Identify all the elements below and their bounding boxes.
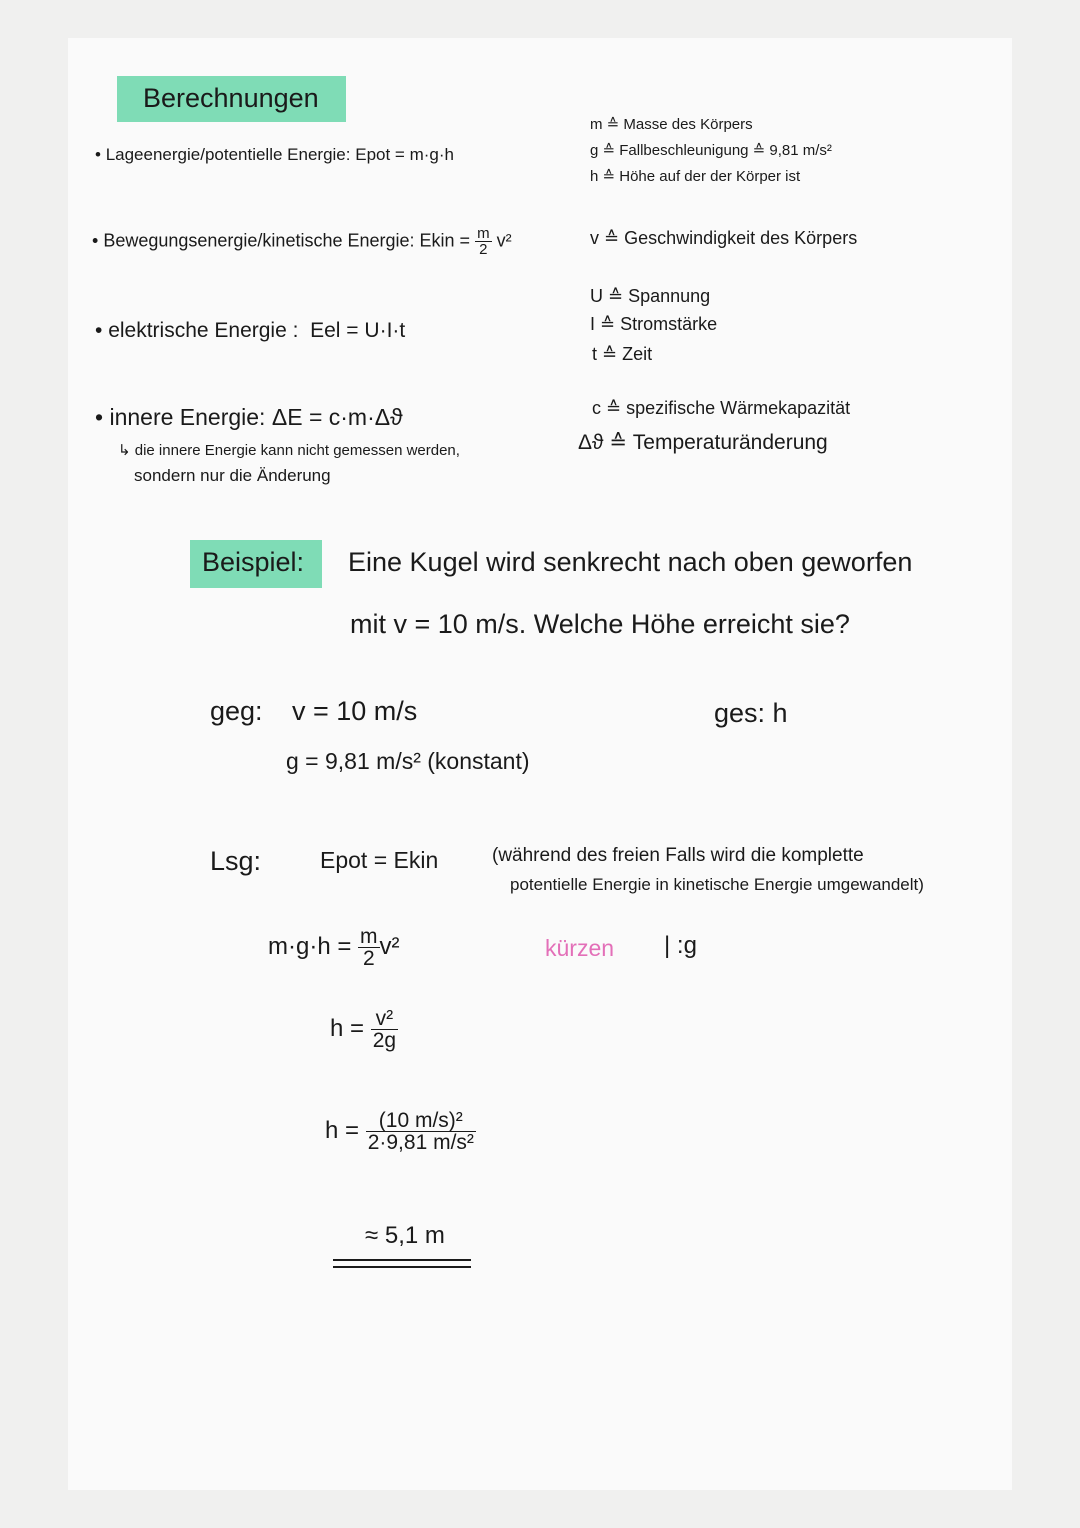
step-lhs: h =: [330, 1014, 365, 1042]
formula-expression: ΔE = c·m·Δϑ: [271, 404, 403, 430]
solution-label: Lsg:: [210, 846, 262, 876]
formula-potential: • Lageenergie/potentielle Energie: Epot = m·g·h: [95, 145, 454, 164]
example-question-line-1: Eine Kugel wird senkrecht nach oben geworfen: [348, 547, 913, 577]
sought: ges: h: [714, 698, 788, 728]
solution-note-1: (während des freien Falls wird die komplette: [492, 845, 864, 866]
formula-label: elektrische Energie :: [108, 319, 299, 342]
legend-v: v ≙ Geschwindigkeit des Körpers: [590, 228, 858, 248]
result: ≈ 5,1 m: [365, 1222, 445, 1249]
step-3: [325, 1110, 476, 1153]
legend-t: t ≙ Zeit: [592, 344, 653, 364]
solution-equation: Epot = Ekin: [320, 847, 439, 873]
divide-note: | :g: [664, 932, 697, 959]
given-v: v = 10 m/s: [292, 696, 418, 726]
legend-i: I ≙ Stromstärke: [590, 314, 718, 334]
result-underline-1: [333, 1259, 471, 1261]
legend-g: g ≙ Fallbeschleunigung ≙ 9,81 m/s²: [590, 142, 832, 159]
formula-electric: • elektrische Energie : Eel = U·I·t: [95, 319, 406, 342]
formula-expression: Epot = m·g·h: [355, 145, 454, 164]
example-label: Beispiel:: [202, 547, 305, 577]
step-2: [330, 1008, 398, 1051]
formula-expression: Eel = U·I·t: [310, 319, 406, 342]
formula-kinetic: • Bewegungsenergie/kinetische Energie: Ekin = $\frac{m}{2}$ v²: [92, 225, 512, 258]
formula-label: Lageenergie/potentielle Energie:: [105, 145, 351, 164]
fraction-denominator: 2g: [372, 1029, 397, 1052]
fraction-denominator: 2: [479, 241, 488, 258]
given-g: g = 9,81 m/s² (konstant): [286, 748, 530, 774]
legend-u: U ≙ Spannung: [590, 286, 711, 306]
fraction: [358, 926, 380, 969]
fraction-numerator: v²: [371, 1008, 398, 1030]
formula-label: Bewegungsenergie/kinetische Energie:: [103, 230, 415, 251]
fraction-numerator: m: [477, 225, 490, 242]
step-rhs: v²: [379, 932, 400, 960]
step-lhs: h =: [325, 1116, 360, 1144]
page-title: Berechnungen: [143, 83, 319, 113]
given-label: geg:: [210, 696, 263, 726]
legend-h: h ≙ Höhe auf der der Körper ist: [590, 168, 801, 185]
internal-note-2: sondern nur die Änderung: [134, 466, 331, 485]
legend-delta-theta: Δϑ ≙ Temperaturänderung: [578, 431, 828, 454]
internal-note-1: ↳ die innere Energie kann nicht gemessen werden,: [118, 442, 460, 459]
formula-internal: • innere Energie: ΔE = c·m·Δϑ: [95, 404, 403, 430]
cancel-note: kürzen: [545, 935, 615, 961]
fraction-numerator: m: [360, 925, 378, 948]
legend-m: m ≙ Masse des Körpers: [590, 116, 753, 133]
formula-rhs: v²: [496, 230, 512, 251]
fraction-denominator: 2·9,81 m/s²: [367, 1131, 474, 1154]
fraction-denominator: 2: [362, 947, 375, 970]
formula-label: innere Energie:: [109, 404, 266, 430]
fraction: [475, 226, 492, 257]
step-lhs: m·g·h =: [268, 932, 352, 960]
formula-lhs: Ekin =: [419, 230, 471, 251]
fraction: [366, 1110, 476, 1153]
result-underline-2: [333, 1266, 471, 1268]
example-question-line-2: mit v = 10 m/s. Welche Höhe erreicht sie?: [350, 609, 850, 639]
legend-c: c ≙ spezifische Wärmekapazität: [592, 398, 851, 418]
fraction-numerator: (10 m/s)²: [366, 1110, 476, 1132]
fraction: [371, 1008, 398, 1051]
step-1: [268, 926, 400, 969]
solution-note-2: potentielle Energie in kinetische Energie umgewandelt): [510, 875, 924, 894]
